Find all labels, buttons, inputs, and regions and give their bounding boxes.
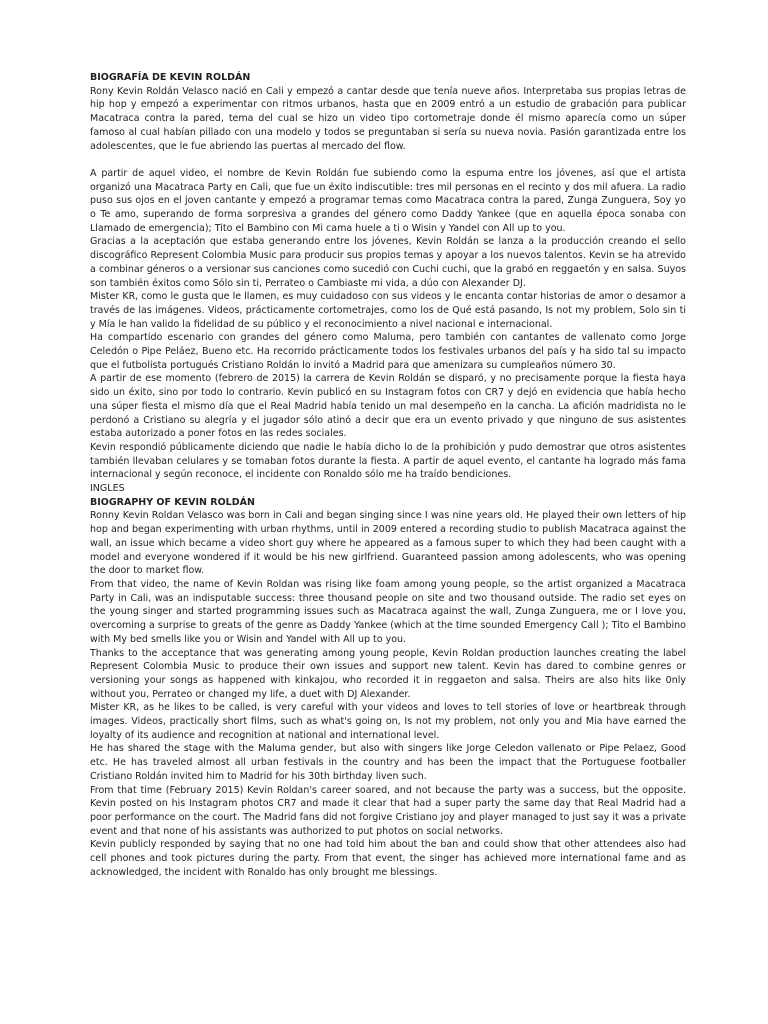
document-page bbox=[90, 71, 686, 879]
english-paragraph-1: Ronny Kevin Roldan Velasco was born in Cali and began singing since I was nine years old. He played their own letters of hip hop and began experimenting with urban rhythms, until in 2009 entered a recording studio to publish Macatraca against the wall, an issue which became a video short guy where he appeared as a famous super to which they had been caught with a model and everyone wondered if it would be his new girlfriend. Guaranteed passion among adolescents, who was opening the door to market flow. bbox=[90, 510, 686, 577]
paragraph-gap bbox=[90, 153, 686, 167]
spanish-paragraph-1: Rony Kevin Roldán Velasco nació en Cali y empezó a cantar desde que tenía nueve años. Interpretaba sus propias letras de hip hop y empezó a experimentar con ritmos urbanos, hasta que en 2009 entró a un estudio de grabación para publicar Macatraca contra la pared, tema del cual se hizo un video tipo cortometraje donde él mismo aparecía como un súper famoso al cual habían pillado con una modelo y todos se preguntaban si sería su nueva novia. Pasión garantizada entre los adolescentes, que le fue abriendo las puertas al mercado del flow. bbox=[90, 85, 686, 152]
english-paragraph-5: He has shared the stage with the Maluma gender, but also with singers like Jorge Celedon vallenato or Pipe Pelaez, Good etc. He has traveled almost all urban festivals in the country and has been the impact that the Portuguese footballer Cristiano Roldán invited him to Madrid for his 30th birthday liven such. bbox=[90, 743, 686, 782]
english-paragraph-2: From that video, the name of Kevin Roldan was rising like foam among young people, so the artist organized a Macatraca Party in Cali, was an indisputable success: three thousand people on site and two thousand outside. The radio set eyes on the young singer and started programming issues such as Macatraca against the wall, Zunga Zunguera, me or I love you, overcoming a surprise to greats of the genre as Daddy Yankee (which at the time sounded Emergency Call ); Tito el Bambino with My bed smells like you or Wisin and Yandel with All up to you. bbox=[90, 579, 686, 645]
spanish-paragraph-4: Mister KR, como le gusta que le llamen, es muy cuidadoso con sus videos y le encanta contar historias de amor o desamor a través de las imágenes. Videos, prácticamente cortometrajes, como los de Qué está pasando, Is not my problem, Solo sin ti y Mía le han valido la fidelidad de su público y el reconocimiento a nivel nacional e internacional. bbox=[90, 291, 686, 330]
english-paragraph-3: Thanks to the acceptance that was generating among young people, Kevin Roldan production launches creating the label Represent Colombia Music to produce their own issues and support new talent. Kevin has dared to combine genres or versioning your songs as happened with kinkajou, who recorded it in reggaeton and salsa. Theirs are also hits like 0nly without you, Perrateo or changed my life, a duet with DJ Alexander. bbox=[90, 647, 686, 700]
spanish-paragraph-2: A partir de aquel video, el nombre de Kevin Roldán fue subiendo como la espuma entre los jóvenes, así que el artista organizó una Macatraca Party en Cali, que fue un éxito indiscutible: tres mil personas en el recinto y dos mil afuera. La radio puso sus ojos en el joven cantante y empezó a programar temas como Macatraca contra la pared, Zunga Zunguera, Soy yo o Te amo, superando de forma sorpresiva a grandes del género como Daddy Yankee (que en aquella época sonaba con Llamado de emergencia); Tito el Bambino con Mi cama huele a ti o Wisin y Yandel con All up to you. bbox=[90, 167, 686, 234]
spanish-paragraph-5: Ha compartido escenario con grandes del género como Maluma, pero también con cantantes de vallenato como Jorge Celedón o Pipe Peláez, Bueno etc. Ha recorrido prácticamente todos los festivales urbanos del país y ha sido tal su impacto que el futbolista portugués Cristiano Roldán lo invitó a Madrid para que amenizara su cumpleaños número 30. bbox=[90, 332, 686, 371]
english-paragraph-4: Mister KR, as he likes to be called, is very careful with your videos and loves to tell stories of love or heartbreak through images. Videos, practically short films, such as what's going on, Is not my problem, not only you and Mia have earned the loyalty of its audience and recognition at national and international level. bbox=[90, 702, 686, 741]
spanish-paragraph-7: Kevin respondió públicamente diciendo que nadie le había dicho lo de la prohibición y pudo demostrar que otros asistentes también llevaban celulares y se tomaban fotos durante la fiesta. A partir de aquel evento, el cantante ha logrado más fama internacional y según reconoce, el incidente con Ronaldo sólo me ha traído bendiciones. bbox=[90, 441, 686, 481]
english-paragraph-6: From that time (February 2015) Kevin Roldan's career soared, and not because the party was a success, but the opposite. Kevin posted on his Instagram photos CR7 and made it clear that had a super party the same day that Real Madrid had a poor performance on the court. The Madrid fans did not forgive Cristiano joy and player managed to just say it was a private event and that none of his assistants was authorized to put photos on social networks. bbox=[90, 784, 686, 837]
language-label: INGLES bbox=[90, 483, 125, 495]
english-paragraph-7: Kevin publicly responded by saying that no one had told him about the ban and could show that other attendees also had cell phones and took pictures during the party. From that event, the singer has achieved more international fame and as acknowledged, the incident with Ronaldo has only brought me blessings. bbox=[90, 839, 686, 878]
english-title: BIOGRAPHY OF KEVIN ROLDÁN bbox=[90, 496, 255, 508]
spanish-title: BIOGRAFÍA DE KEVIN ROLDÁN bbox=[90, 72, 251, 83]
spanish-paragraph-6: A partir de ese momento (febrero de 2015) la carrera de Kevin Roldán se disparó, y no precisamente porque la fiesta haya sido un éxito, sino por todo lo contrario. Kevin publicó en su Instagram fotos con CR7 y dejó en evidencia que había hecho una súper fiesta el mismo día que el Real Madrid había tenido un mal desempeño en la cancha. La afición madridista no le perdonó a Cristiano su alegría y el jugador sólo atinó a decir que era un evento privado y que ninguno de sus asistentes estaba autorizado a poner fotos en las redes sociales. bbox=[90, 373, 686, 440]
spanish-paragraph-3: Gracias a la aceptación que estaba generando entre los jóvenes, Kevin Roldán se lanza a la producción creando el sello discográfico Represent Colombia Music para producir sus propios temas y apoyar a los nuevos talentos. Kevin se ha atrevido a combinar géneros o a versionar sus canciones como sucedió con Cuchi cuchi, que la grabó en reggaetón y en salsa. Suyos son también éxitos como Sólo sin ti, Perrateo o Cambiaste mi vida, a dúo con Alexander DJ. bbox=[90, 236, 686, 289]
